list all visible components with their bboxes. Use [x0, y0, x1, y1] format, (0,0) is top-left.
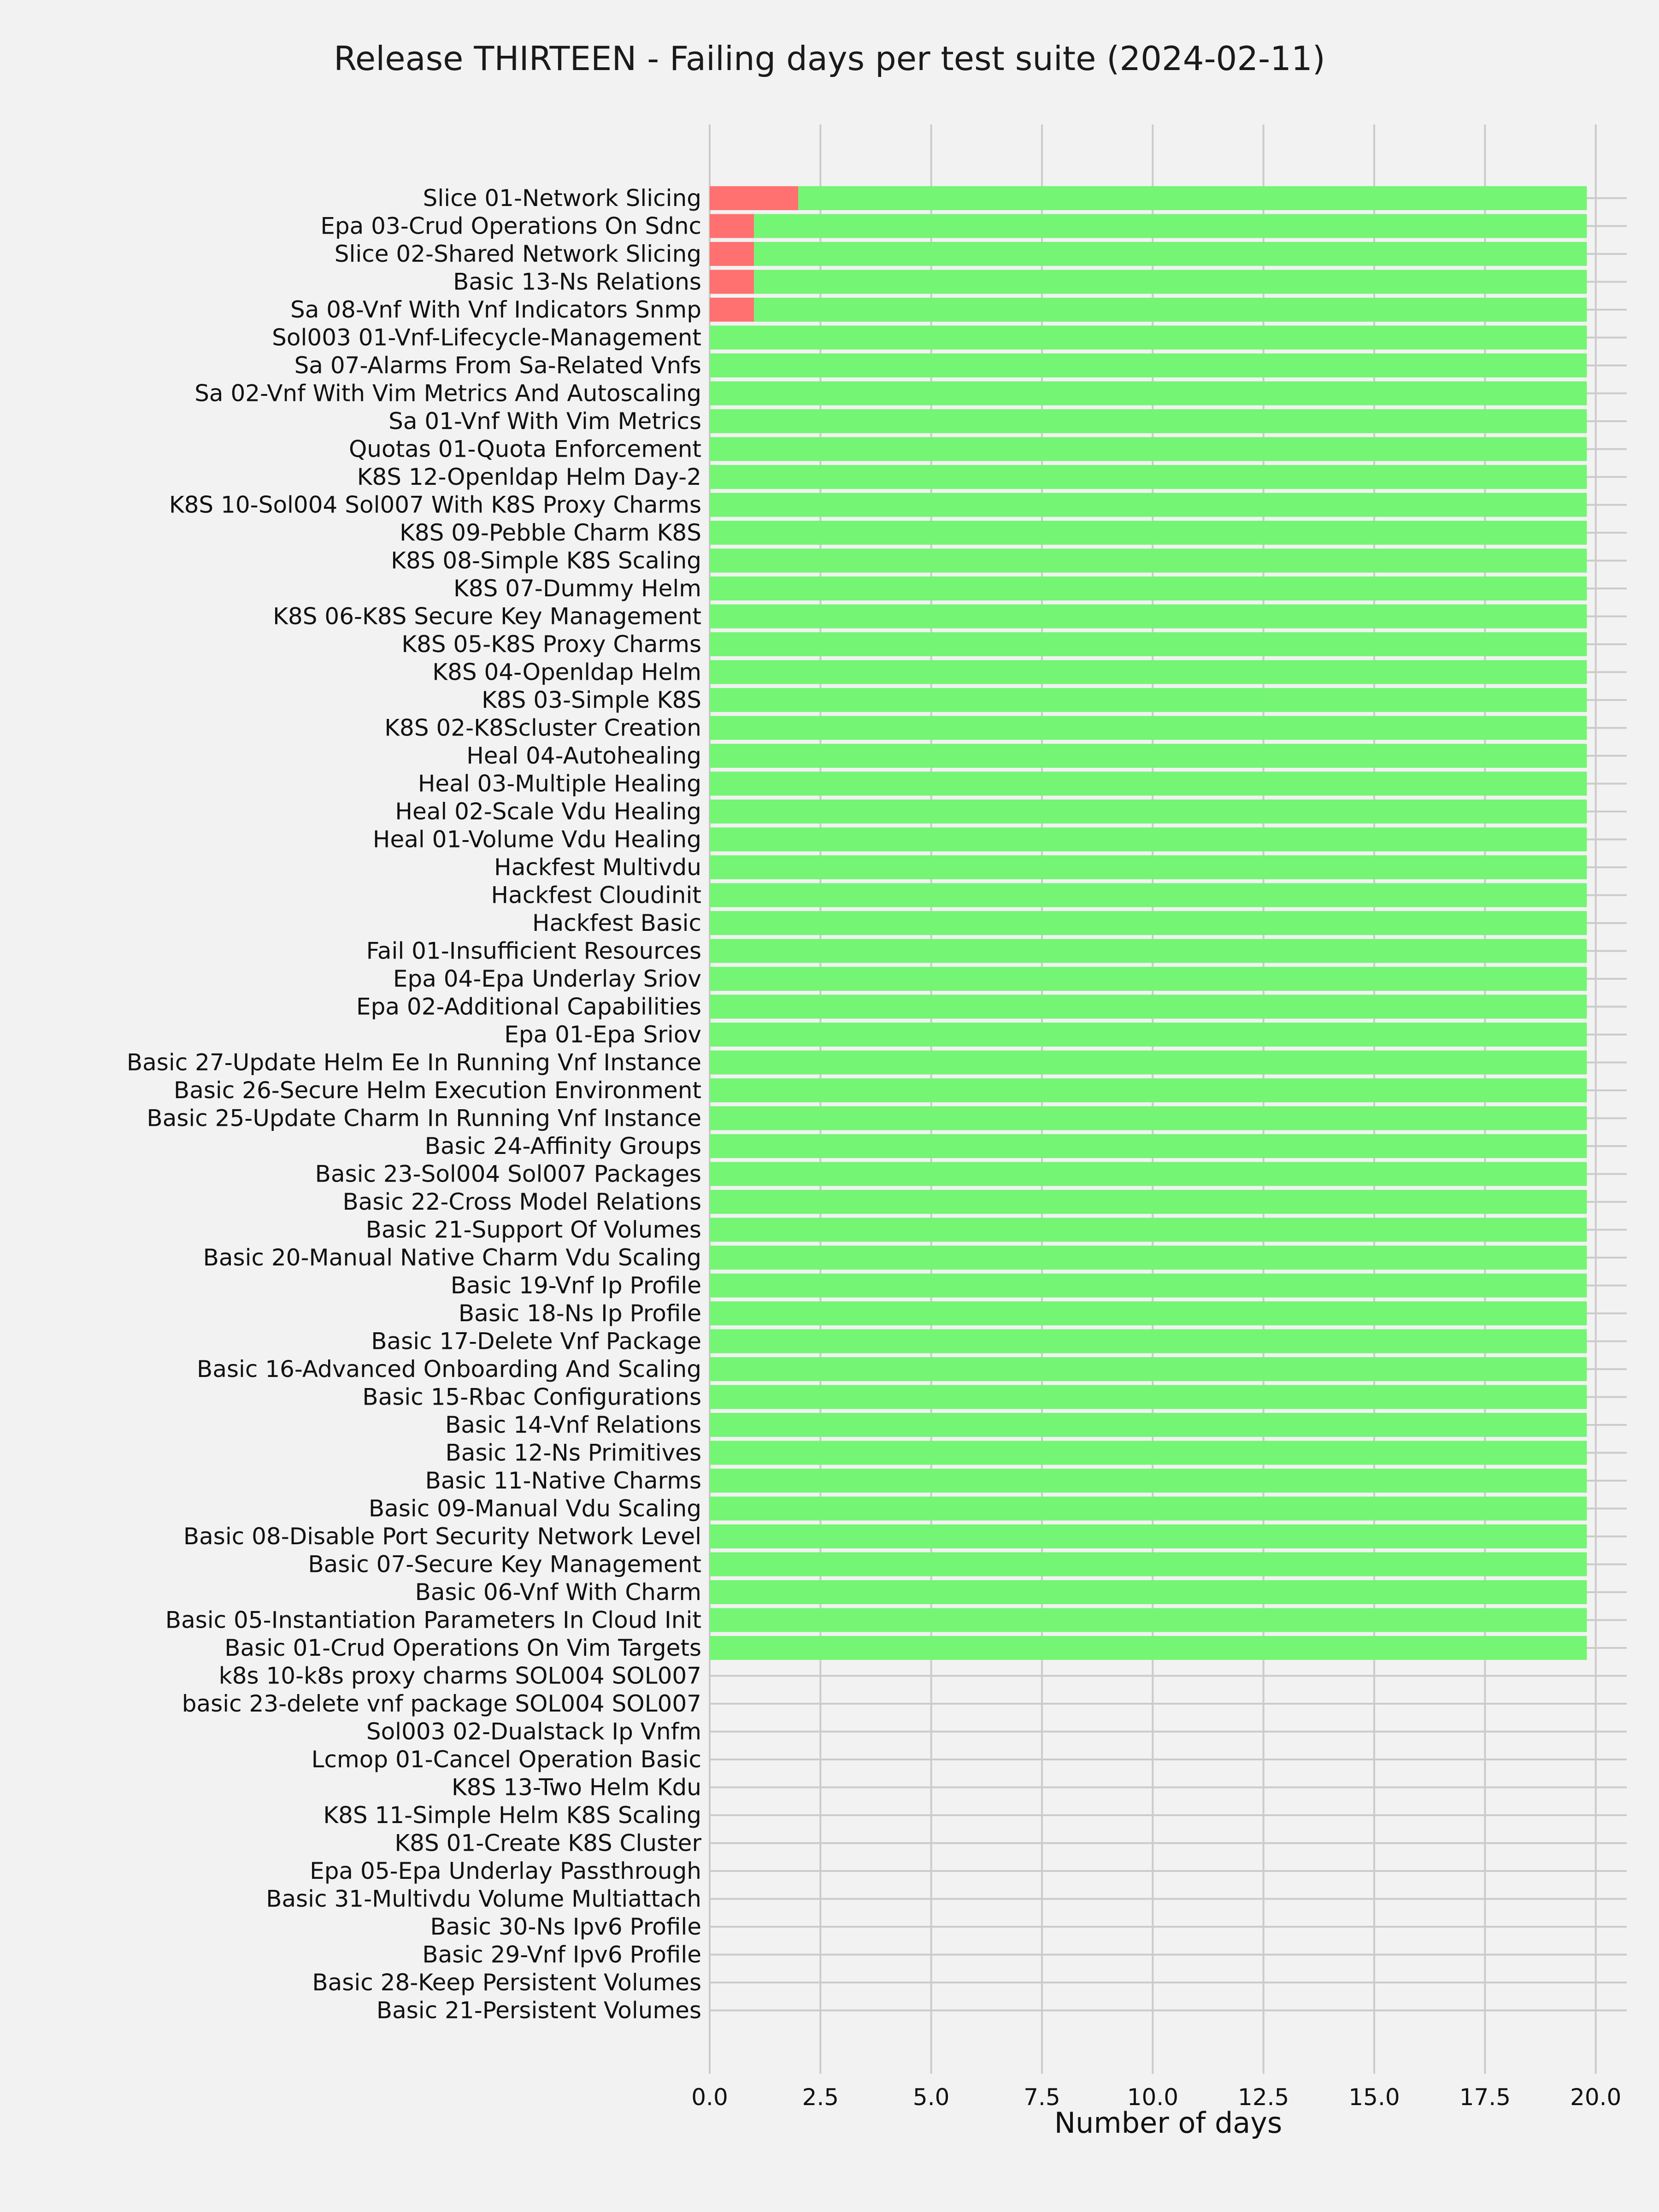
- y-tick-label: k8s 10-k8s proxy charms SOL004 SOL007: [218, 1662, 701, 1689]
- y-tick-label: basic 23-delete vnf package SOL004 SOL007: [182, 1690, 701, 1717]
- y-tick-label: Basic 05-Instantiation Parameters In Cloud Init: [165, 1606, 701, 1634]
- y-tick-label: K8S 02-K8Scluster Creation: [384, 714, 701, 741]
- passing-days-bar: [710, 939, 1587, 963]
- x-tick-label: 10.0: [1127, 2084, 1179, 2111]
- passing-days-bar: [710, 1553, 1587, 1577]
- y-tick-label: Slice 02-Shared Network Slicing: [334, 241, 701, 267]
- y-tick-label: Basic 11-Native Charms: [425, 1467, 701, 1494]
- passing-days-bar: [710, 1413, 1587, 1437]
- passing-days-bar: [710, 1301, 1587, 1325]
- y-tick-label: K8S 03-Simple K8S: [482, 687, 701, 713]
- passing-days-bar: [710, 1162, 1587, 1186]
- y-tick-label: Basic 23-Sol004 Sol007 Packages: [315, 1160, 701, 1188]
- passing-days-bar: [754, 270, 1587, 294]
- passing-days-bar: [710, 1218, 1587, 1242]
- y-tick-label: Hackfest Basic: [532, 910, 701, 936]
- y-tick-label: Sa 07-Alarms From Sa-Related Vnfs: [294, 352, 701, 379]
- passing-days-bar: [710, 1385, 1587, 1409]
- y-tick-label: Sa 01-Vnf With Vim Metrics: [388, 408, 701, 435]
- y-tick-label: Sa 02-Vnf With Vim Metrics And Autoscaling: [194, 380, 701, 407]
- y-tick-label: K8S 09-Pebble Charm K8S: [400, 519, 701, 546]
- y-tick-label: Heal 03-Multiple Healing: [418, 770, 701, 797]
- y-tick-label: Basic 28-Keep Persistent Volumes: [312, 1969, 701, 1996]
- y-tick-label: Basic 27-Update Helm Ee In Running Vnf Instance: [126, 1049, 701, 1076]
- passing-days-bar: [710, 1190, 1587, 1214]
- passing-days-bar: [710, 828, 1587, 852]
- y-tick-label: Basic 16-Advanced Onboarding And Scaling: [197, 1356, 701, 1382]
- y-tick-label: Basic 01-Crud Operations On Vim Targets: [224, 1635, 701, 1661]
- x-tick-label: 5.0: [912, 2084, 950, 2111]
- y-tick-label: K8S 08-Simple K8S Scaling: [391, 547, 701, 574]
- y-tick-label: K8S 04-Openldap Helm: [432, 659, 701, 686]
- y-tick-label: Basic 21-Persistent Volumes: [376, 1997, 701, 2024]
- y-tick-label: Basic 20-Manual Native Charm Vdu Scaling: [203, 1244, 701, 1271]
- passing-days-bar: [710, 883, 1587, 907]
- y-tick-label: Slice 01-Network Slicing: [423, 185, 701, 212]
- passing-days-bar: [710, 688, 1587, 712]
- y-tick-label: Basic 13-Ns Relations: [453, 268, 701, 295]
- passing-days-bar: [710, 1246, 1587, 1270]
- y-tick-label: Basic 31-Multivdu Volume Multiattach: [266, 1885, 701, 1912]
- passing-days-bar: [710, 1636, 1587, 1660]
- passing-days-bar: [710, 911, 1587, 935]
- passing-days-bar: [710, 855, 1587, 879]
- passing-days-bar: [710, 1441, 1587, 1465]
- passing-days-bar: [710, 1023, 1587, 1047]
- x-tick-label: 0.0: [691, 2084, 728, 2111]
- y-tick-label: Epa 02-Additional Capabilities: [356, 993, 701, 1020]
- y-tick-label: Heal 04-Autohealing: [466, 742, 701, 769]
- passing-days-bar: [710, 1051, 1587, 1075]
- x-tick-label: 12.5: [1238, 2084, 1289, 2111]
- y-tick-label: Heal 01-Volume Vdu Healing: [372, 826, 701, 853]
- y-tick-label: Basic 17-Delete Vnf Package: [371, 1328, 701, 1355]
- y-tick-label: Basic 25-Update Charm In Running Vnf Instance: [147, 1105, 701, 1132]
- y-tick-label: Basic 21-Support Of Volumes: [365, 1216, 701, 1243]
- y-tick-label: Basic 18-Ns Ip Profile: [458, 1300, 701, 1327]
- x-tick-label: 15.0: [1348, 2084, 1400, 2111]
- passing-days-bar: [710, 1497, 1587, 1521]
- x-tick-label: 2.5: [802, 2084, 839, 2111]
- passing-days-bar: [710, 465, 1587, 489]
- y-tick-label: K8S 13-Two Helm Kdu: [451, 1774, 701, 1801]
- passing-days-bar: [710, 1524, 1587, 1548]
- failing-days-bar: [710, 242, 754, 266]
- y-tick-label: Quotas 01-Quota Enforcement: [348, 435, 701, 463]
- y-tick-label: Sa 08-Vnf With Vnf Indicators Snmp: [290, 296, 701, 323]
- passing-days-bar: [710, 409, 1587, 433]
- x-tick-label: 20.0: [1570, 2084, 1622, 2111]
- passing-days-bar: [710, 493, 1587, 517]
- y-tick-label: Basic 08-Disable Port Security Network Level: [183, 1523, 701, 1550]
- y-tick-label: K8S 05-K8S Proxy Charms: [401, 631, 701, 658]
- passing-days-bar: [710, 521, 1587, 545]
- y-tick-label: K8S 07-Dummy Helm: [453, 575, 701, 602]
- failing-days-bar: [710, 214, 754, 238]
- passing-days-bar: [710, 382, 1587, 406]
- chart-title: Release THIRTEEN - Failing days per test suite (2024-02-11): [334, 39, 1325, 78]
- passing-days-bar: [754, 298, 1587, 322]
- passing-days-bar: [754, 242, 1587, 266]
- y-tick-label: K8S 01-Create K8S Cluster: [394, 1830, 701, 1857]
- x-axis-label: Number of days: [1054, 2106, 1282, 2140]
- passing-days-bar: [710, 716, 1587, 740]
- passing-days-bar: [710, 577, 1587, 600]
- passing-days-bar: [710, 549, 1587, 573]
- y-tick-label: Epa 03-Crud Operations On Sdnc: [320, 212, 701, 240]
- failing-days-bar: [710, 298, 754, 322]
- passing-days-bar: [710, 353, 1587, 377]
- y-tick-label: Basic 24-Affinity Groups: [424, 1133, 701, 1159]
- y-tick-label: Basic 22-Cross Model Relations: [342, 1188, 701, 1215]
- y-tick-label: Epa 04-Epa Underlay Sriov: [393, 965, 701, 992]
- passing-days-bar: [710, 1134, 1587, 1158]
- y-tick-label: K8S 10-Sol004 Sol007 With K8S Proxy Charms: [169, 491, 701, 518]
- passing-days-bar: [710, 1106, 1587, 1130]
- passing-days-bar: [710, 1580, 1587, 1604]
- passing-days-bar: [710, 605, 1587, 629]
- y-tick-label: K8S 12-Openldap Helm Day-2: [357, 464, 701, 490]
- y-tick-label: Basic 14-Vnf Relations: [445, 1412, 701, 1438]
- passing-days-bar: [710, 1357, 1587, 1381]
- y-tick-label: Fail 01-Insufficient Resources: [366, 937, 701, 965]
- passing-days-bar: [710, 772, 1587, 796]
- y-tick-label: Basic 06-Vnf With Charm: [415, 1579, 701, 1606]
- y-tick-label: Sol003 01-Vnf-Lifecycle-Management: [272, 324, 701, 351]
- failing-days-bar: [710, 270, 754, 294]
- y-tick-label: Heal 02-Scale Vdu Healing: [395, 798, 701, 825]
- y-tick-label: Lcmop 01-Cancel Operation Basic: [311, 1746, 701, 1773]
- passing-days-bar: [710, 1608, 1587, 1632]
- y-tick-label: K8S 06-K8S Secure Key Management: [273, 603, 701, 630]
- passing-days-bar: [798, 186, 1587, 210]
- passing-days-bar: [710, 437, 1587, 461]
- y-tick-label: Hackfest Multivdu: [494, 854, 701, 881]
- passing-days-bar: [710, 326, 1587, 350]
- y-tick-label: Epa 05-Epa Underlay Passthrough: [310, 1858, 701, 1884]
- y-tick-label: Basic 19-Vnf Ip Profile: [450, 1272, 701, 1299]
- y-tick-label: Epa 01-Epa Sriov: [504, 1021, 701, 1048]
- failing-days-bar: [710, 186, 798, 210]
- x-tick-label: 17.5: [1459, 2084, 1511, 2111]
- passing-days-bar: [710, 800, 1587, 824]
- passing-days-bar: [710, 632, 1587, 656]
- y-tick-label: Basic 12-Ns Primitives: [445, 1439, 701, 1466]
- passing-days-bar: [754, 214, 1587, 238]
- y-tick-label: Basic 09-Manual Vdu Scaling: [368, 1495, 701, 1522]
- passing-days-bar: [710, 1330, 1587, 1353]
- x-tick-label: 7.5: [1024, 2084, 1060, 2111]
- y-tick-label: Sol003 02-Dualstack Ip Vnfm: [366, 1718, 701, 1745]
- y-tick-label: Basic 26-Secure Helm Execution Environment: [173, 1077, 701, 1104]
- passing-days-bar: [710, 995, 1587, 1019]
- y-tick-label: Hackfest Cloudinit: [491, 882, 701, 909]
- y-tick-label: Basic 30-Ns Ipv6 Profile: [430, 1913, 701, 1940]
- passing-days-bar: [710, 1078, 1587, 1102]
- passing-days-bar: [710, 1469, 1587, 1493]
- passing-days-bar: [710, 967, 1587, 991]
- y-tick-label: K8S 11-Simple Helm K8S Scaling: [323, 1802, 701, 1829]
- y-tick-label: Basic 29-Vnf Ipv6 Profile: [422, 1941, 701, 1968]
- passing-days-bar: [710, 744, 1587, 768]
- y-tick-label: Basic 15-Rbac Configurations: [362, 1383, 701, 1411]
- passing-days-bar: [710, 1274, 1587, 1298]
- y-tick-label: Basic 07-Secure Key Management: [308, 1551, 701, 1578]
- passing-days-bar: [710, 660, 1587, 684]
